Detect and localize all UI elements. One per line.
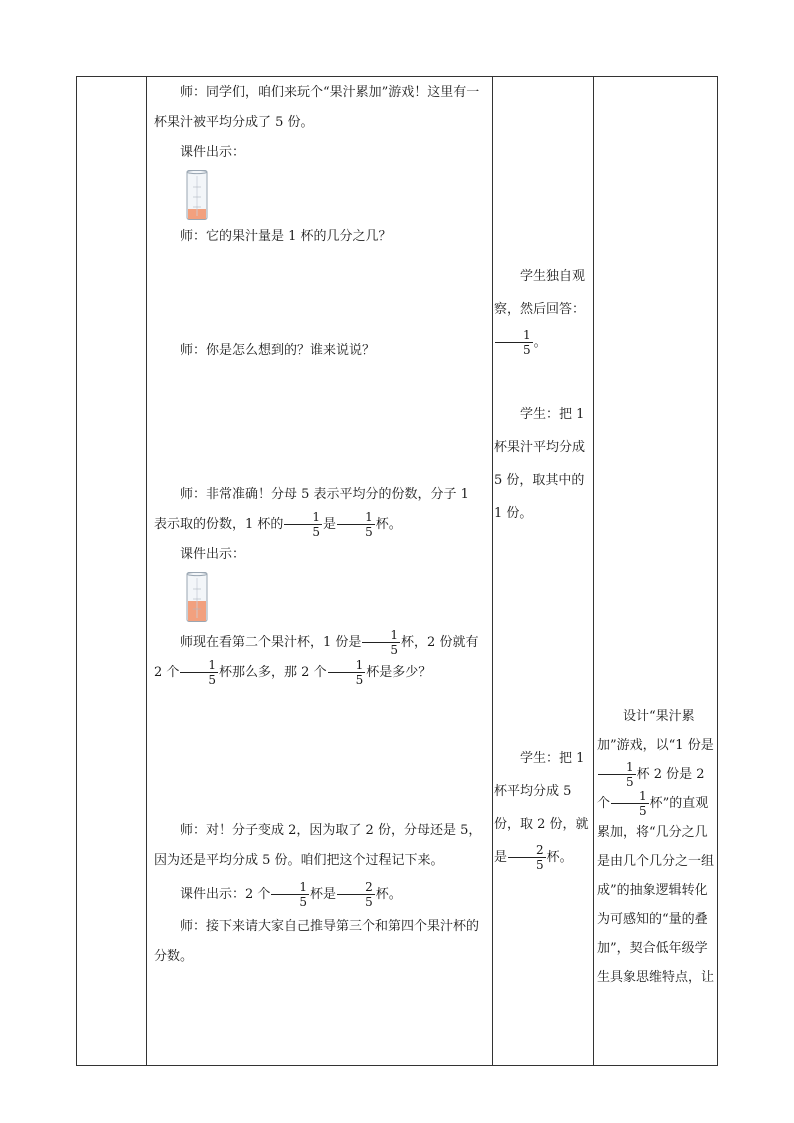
courseware-show-2: 课件出示：: [180, 547, 246, 562]
table-right-border: [717, 76, 718, 1066]
fraction-one-fifth: $\frac{1}{5}$: [337, 510, 375, 539]
teacher-confirm: 师：对！分子变成 2，因为取了 2 份，分母还是 5，因为还是平均分成 5 份。咱们把这个过程记下来。: [154, 823, 482, 868]
teacher-second-cup: 师现在看第二个果汁杯，1 份是 $\frac{1}{5}$ 杯，2 份就有 2 个 $\frac{1}{5}$ 杯那么多，那 2 个 $\frac{1}{5}$ 杯是多少？: [154, 628, 479, 687]
table-left-border: [76, 76, 77, 1066]
table-top-border: [76, 76, 718, 77]
teacher-intro: 师：同学们，咱们来玩个“果汁累加”游戏！这里有一杯果汁被平均分成了 5 份。: [154, 85, 480, 130]
juice-cup-2-icon: [186, 572, 208, 622]
teacher-explanation: 师：非常准确！分母 5 表示平均分的份数，分子 1 表示取的份数，1 杯的 $\frac{1}{5}$ 是 $\frac{1}{5}$ 杯。: [154, 487, 469, 539]
student-answer-1: 学生独自观察，然后回答： $\frac{1}{5}$ 。: [494, 269, 586, 357]
teacher-explanation-text: 师：非常准确！分母 5 表示平均分的份数，分子 1 表示取的份数，1 杯的: [154, 487, 469, 532]
courseware-show-1: 课件出示：: [180, 145, 246, 160]
teacher-question-1: 师：它的果汁量是 1 杯的几分之几？: [180, 229, 392, 244]
teacher-question-2: 师：你是怎么想到的？谁来说说？: [180, 343, 376, 358]
student-answer-2: 学生：把 1 杯果汁平均分成 5 份，取其中的 1 份。: [494, 407, 586, 521]
fraction-one-fifth: $\frac{1}{5}$: [495, 328, 533, 357]
column-divider-3: [593, 76, 594, 1066]
fraction-one-fifth: $\frac{1}{5}$: [598, 760, 636, 789]
fraction-two-fifths: $\frac{2}{5}$: [337, 880, 375, 909]
fraction-one-fifth: $\frac{1}{5}$: [611, 789, 649, 818]
fraction-one-fifth: $\frac{1}{5}$: [180, 658, 218, 687]
column-divider-2: [492, 76, 493, 1066]
fraction-one-fifth: $\frac{1}{5}$: [271, 880, 309, 909]
student-answer-3: 学生：把 1 杯平均分成 5 份，取 2 份，就是 $\frac{2}{5}$ 杯。: [494, 751, 589, 872]
fraction-two-fifths: $\frac{2}{5}$: [508, 843, 546, 872]
fraction-one-fifth: $\frac{1}{5}$: [362, 628, 400, 657]
teacher-next-task: 师：接下来请大家自己推导第三个和第四个果汁杯的分数。: [154, 919, 480, 964]
juice-cup-1-icon: [186, 170, 208, 220]
courseware-show-3: 课件出示：2 个 $\frac{1}{5}$ 杯是 $\frac{2}{5}$ 杯。: [180, 880, 402, 909]
teacher-column: [154, 78, 486, 972]
column-divider-1: [146, 76, 147, 1066]
fraction-one-fifth: $\frac{1}{5}$: [284, 510, 322, 539]
design-intent: 设计“果汁累加”游戏，以“1 份是 $\frac{1}{5}$ 杯 2 份是 2 个 $\frac{1}{5}$ 杯”的直观累加，将“几分之几是由几个几分之一组成”的抽象逻辑转化为可感知的“量的叠加”，契合低年级学生具象思维特点，让: [597, 709, 715, 985]
table-bottom-border: [76, 1065, 718, 1066]
fraction-one-fifth: $\frac{1}{5}$: [328, 658, 366, 687]
